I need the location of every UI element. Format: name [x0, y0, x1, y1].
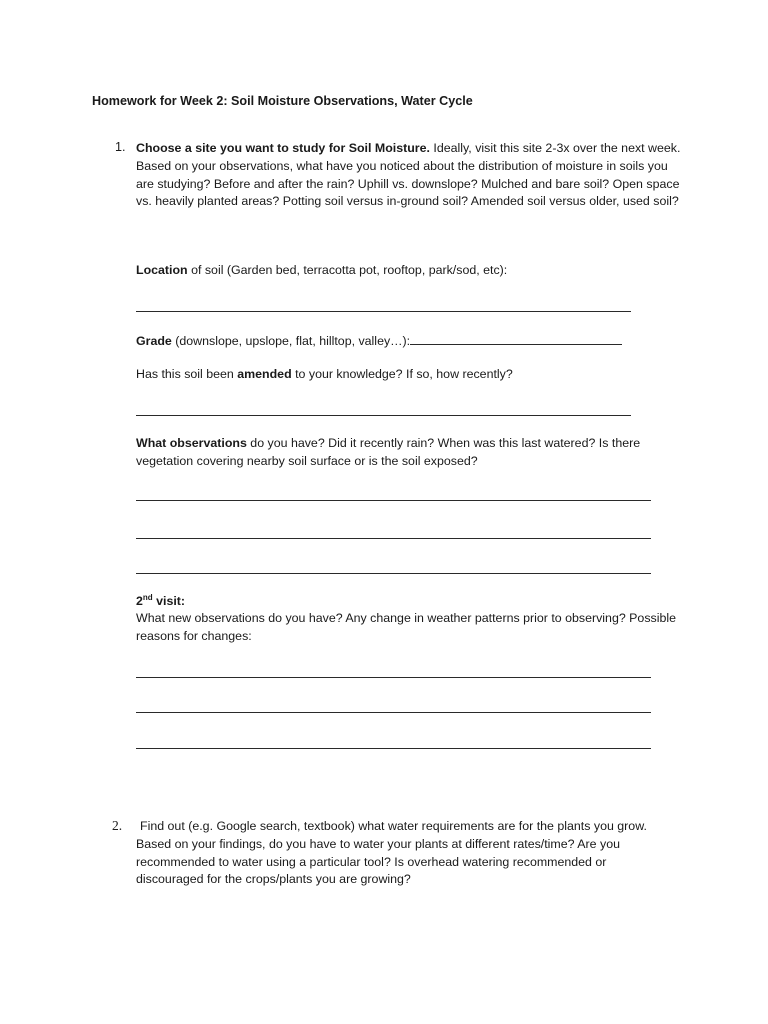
location-label: Location: [136, 263, 188, 277]
amended-label: amended: [237, 367, 292, 381]
second-visit-answer-line-1[interactable]: [136, 677, 651, 678]
amended-post-text: to your knowledge? If so, how recently?: [291, 367, 513, 381]
question-1-number: 1.: [115, 140, 126, 154]
amended-answer-line[interactable]: [136, 415, 631, 416]
page-title: Homework for Week 2: Soil Moisture Observations, Water Cycle: [92, 94, 473, 108]
question-2-number: 2.: [112, 818, 123, 833]
observations-answer-line-2[interactable]: [136, 538, 651, 539]
question-1-prompt: [136, 140, 681, 211]
second-visit-heading: [136, 593, 681, 611]
grade-text: (downslope, upslope, flat, hilltop, valley…):: [171, 334, 411, 348]
second-visit-label: 2nd visit:: [136, 592, 186, 608]
grade-prompt: [136, 332, 696, 351]
second-visit-prompt: What new observations do you have? Any change in weather patterns prior to observing? Possible reasons for changes:: [136, 611, 677, 643]
observations-answer-line-1[interactable]: [136, 500, 651, 501]
location-prompt: [136, 262, 681, 280]
question-1-body: Ideally, visit this site 2-3x over the next week. Based on your observations, what have you noticed about the distribution of moisture in soils you are studying? Before and after the rain? Uphill vs. downslope? Mulched and bare soil? Open space vs. heavily planted areas? Potting soil versus in-ground soil? Amended soil versus older, used soil?: [136, 141, 681, 209]
question-2-prompt: Find out (e.g. Google search, textbook) what water requirements are for the plants you grow. Based on your findings, do you have to water your plants at different rates/time? Are you recommended to water using a particular tool? Is overhead watering recommended or discouraged for the crops/plants you are growing?: [136, 819, 647, 887]
amended-prompt: [136, 366, 681, 384]
observations-label: What observations: [136, 436, 247, 450]
location-answer-line[interactable]: [136, 311, 631, 312]
location-text: of soil (Garden bed, terracotta pot, rooftop, park/sod, etc):: [187, 263, 508, 277]
question-1-heading: Choose a site you want to study for Soil Moisture.: [136, 141, 430, 155]
second-visit-answer-line-3[interactable]: [136, 748, 651, 749]
grade-label: Grade: [136, 334, 172, 348]
second-visit-answer-line-2[interactable]: [136, 712, 651, 713]
observations-prompt: [136, 435, 681, 471]
grade-answer-line[interactable]: [410, 332, 622, 345]
observations-answer-line-3[interactable]: [136, 573, 651, 574]
amended-pre-text: Has this soil been: [136, 367, 238, 381]
observations-text: do you have? Did it recently rain? When was this last watered? Is there vegetation covering nearby soil surface or is the soil exposed?: [136, 436, 641, 468]
